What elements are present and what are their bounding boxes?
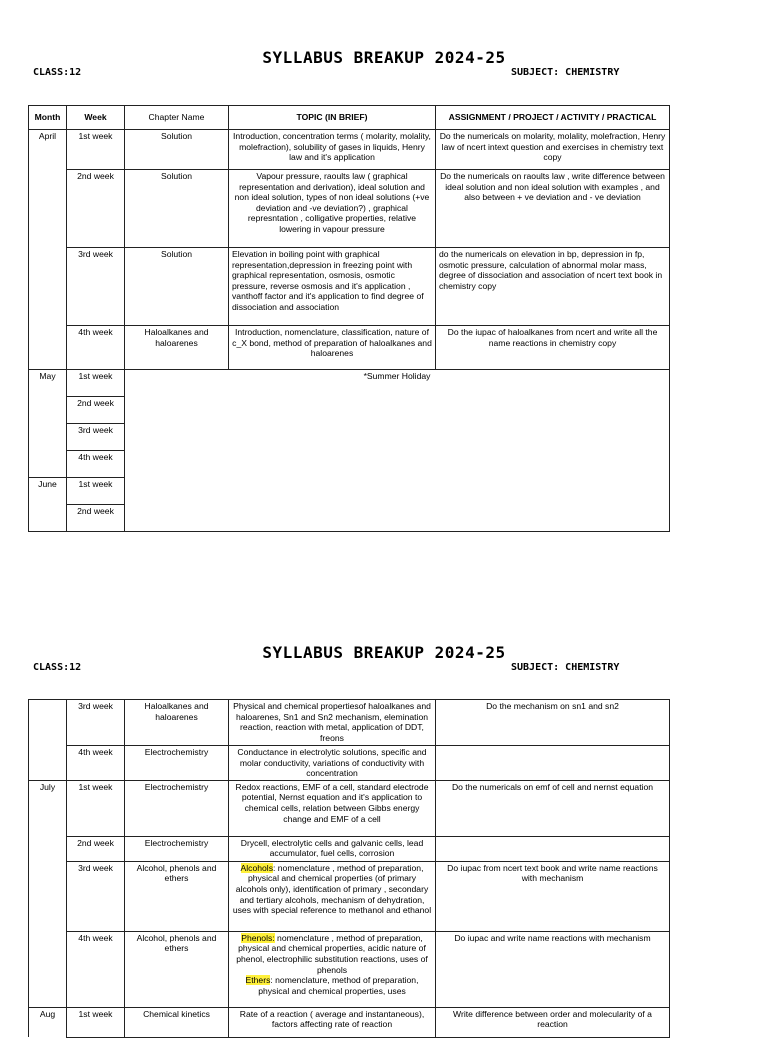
table-row <box>29 700 670 746</box>
summer-holiday-cell: *Summer Holiday <box>125 370 670 532</box>
week-cell: 1st week <box>67 478 125 505</box>
chapter-cell: Alcohol, phenols and ethers <box>125 931 229 1007</box>
chapter-cell: Electrochemistry <box>125 780 229 836</box>
subject-label: SUBJECT: CHEMISTRY <box>511 662 620 673</box>
chapter-cell: Solution <box>125 248 229 326</box>
week-cell: 3rd week <box>67 861 125 931</box>
doc-title: SYLLABUS BREAKUP 2024-25 <box>262 48 506 67</box>
class-label: CLASS:12 <box>33 662 82 673</box>
month-cell: Aug <box>29 1007 67 1037</box>
subject-label: SUBJECT: CHEMISTRY <box>511 67 620 78</box>
highlight-phenols: Phenols: <box>241 932 275 943</box>
month-cell <box>29 700 67 746</box>
assignment-cell: Do iupac from ncert text book and write name reactions with mechanism <box>436 861 670 931</box>
chapter-cell: Haloalkanes and haloarenes <box>125 700 229 746</box>
month-cell <box>29 746 67 781</box>
week-cell: 4th week <box>67 326 125 370</box>
header-topic: TOPIC (IN BRIEF) <box>229 106 436 130</box>
assignment-cell: Write difference between order and molecularity of a reaction <box>436 1007 670 1037</box>
assignment-cell: do the numericals on elevation in bp, depression in fp, osmotic pressure, calculation of abnormal molar mass, degree of dissociation and association of ncert text book in chemistry copy <box>436 248 670 326</box>
table-row <box>29 370 670 397</box>
assignment-cell <box>436 746 670 781</box>
chapter-cell: Alcohol, phenols and ethers <box>125 861 229 931</box>
syllabus-table-2 <box>28 699 670 1038</box>
month-cell: July <box>29 780 67 836</box>
week-cell: 2nd week <box>67 170 125 248</box>
week-cell: 3rd week <box>67 248 125 326</box>
topic-cell: Elevation in boiling point with graphical representation,depression in freezing point with graphical representation, osmosis, osmotic pressure, reverse osmosis and it's application , vanthoff factor and it's application to find degree of dissociation and association <box>229 248 436 326</box>
topic-cell: Redox reactions, EMF of a cell, standard electrode potential, Nernst equation and it's application to chemical cells, relation between Gibbs energy change and EMF of a cell <box>229 780 436 836</box>
doc-title: SYLLABUS BREAKUP 2024-25 <box>262 643 506 662</box>
week-cell: 2nd week <box>67 505 125 532</box>
topic-cell: Drycell, electrolytic cells and galvanic cells, lead accumulator, fuel cells, corrosion <box>229 836 436 861</box>
week-cell: 2nd week <box>67 836 125 861</box>
table-row <box>29 1007 670 1037</box>
table-row <box>29 861 670 931</box>
topic-cell: Introduction, nomenclature, classification, nature of c_X bond, method of preparation of haloalkanes and haloarenes <box>229 326 436 370</box>
table-row <box>29 170 670 248</box>
topic-cell: Conductance in electrolytic solutions, specific and molar conductivity, variations of conductivity with concentration <box>229 746 436 781</box>
assignment-cell: Do iupac and write name reactions with mechanism <box>436 931 670 1007</box>
month-cell <box>29 170 67 248</box>
assignment-cell: Do the numericals on molarity, molality, molefraction, Henry law of ncert intext question and exercises in chemistry text copy <box>436 130 670 170</box>
header-month: Month <box>29 106 67 130</box>
topic-text: nomenclature , method of preparation, physical and chemical properties, acidic nature of phenol, electrophilic substitution reactions, uses of phenols <box>236 932 428 975</box>
chapter-cell: Electrochemistry <box>125 746 229 781</box>
highlight-ethers: Ethers <box>245 975 271 986</box>
week-cell: 3rd week <box>67 700 125 746</box>
topic-cell: Introduction, concentration terms ( molarity, molality, molefraction), solubility of gases in liquids, Henry law and it's application <box>229 130 436 170</box>
header-chapter: Chapter Name <box>125 106 229 130</box>
assignment-cell <box>436 836 670 861</box>
topic-cell: Vapour pressure, raoults law ( graphical representation and derivation), ideal solution and non ideal solution, types of non ideal solutions (+ve deviation and -ve deviation?) , graphical represntation , colligative properties, relative lowering in vapour pressure <box>229 170 436 248</box>
month-cell: June <box>29 478 67 532</box>
chapter-cell: Solution <box>125 170 229 248</box>
class-label: CLASS:12 <box>33 67 82 78</box>
chapter-cell: Electrochemistry <box>125 836 229 861</box>
chapter-cell: Solution <box>125 130 229 170</box>
table-row <box>29 780 670 836</box>
chapter-cell: Haloalkanes and haloarenes <box>125 326 229 370</box>
month-cell <box>29 836 67 861</box>
topic-text: : nomenclature , method of preparation, physical and chemical properties (of primary alcohols only), identification of primary , secondary and tertiary alcohols, mechanism of dehydration, uses with special reference to methanol and ethanol <box>232 862 432 916</box>
month-cell <box>29 248 67 326</box>
highlight-alcohols: Alcohols <box>240 862 273 873</box>
table-row <box>29 746 670 781</box>
topic-cell: Physical and chemical propertiesof haloalkanes and haloarenes, Sn1 and Sn2 mechanism, elemination reaction, reaction with metal, application of DDT, freons <box>229 700 436 746</box>
header-week: Week <box>67 106 125 130</box>
chapter-cell: Chemical kinetics <box>125 1007 229 1037</box>
month-cell <box>29 861 67 931</box>
topic-cell <box>229 861 436 931</box>
week-cell: 4th week <box>67 746 125 781</box>
week-cell: 2nd week <box>67 397 125 424</box>
table-row <box>29 248 670 326</box>
topic-cell: Rate of a reaction ( average and instantaneous), factors affecting rate of reaction <box>229 1007 436 1037</box>
table-row <box>29 326 670 370</box>
assignment-cell: Do the iupac of haloalkanes from ncert and write all the name reactions in chemistry copy <box>436 326 670 370</box>
syllabus-table-1 <box>28 105 670 532</box>
week-cell: 3rd week <box>67 424 125 451</box>
week-cell: 4th week <box>67 931 125 1007</box>
month-cell: May <box>29 370 67 478</box>
topic-cell <box>229 931 436 1007</box>
table-row <box>29 836 670 861</box>
month-cell <box>29 326 67 370</box>
table-row <box>29 931 670 1007</box>
month-cell <box>29 931 67 1007</box>
week-cell: 1st week <box>67 780 125 836</box>
topic-text: : nomenclature, method of preparation, physical and chemical properties, uses <box>258 975 419 996</box>
week-cell: 1st week <box>67 1007 125 1037</box>
month-cell: April <box>29 130 67 170</box>
header-assignment: ASSIGNMENT / PROJECT / ACTIVITY / PRACTICAL <box>436 106 670 130</box>
assignment-cell: Do the numericals on emf of cell and nernst equation <box>436 780 670 836</box>
week-cell: 1st week <box>67 130 125 170</box>
assignment-cell: Do the numericals on raoults law , write difference between ideal solution and non ideal solution with examples , and also between + ve deviation and - ve deviation <box>436 170 670 248</box>
assignment-cell: Do the mechanism on sn1 and sn2 <box>436 700 670 746</box>
week-cell: 4th week <box>67 451 125 478</box>
week-cell: 1st week <box>67 370 125 397</box>
table-row <box>29 130 670 170</box>
